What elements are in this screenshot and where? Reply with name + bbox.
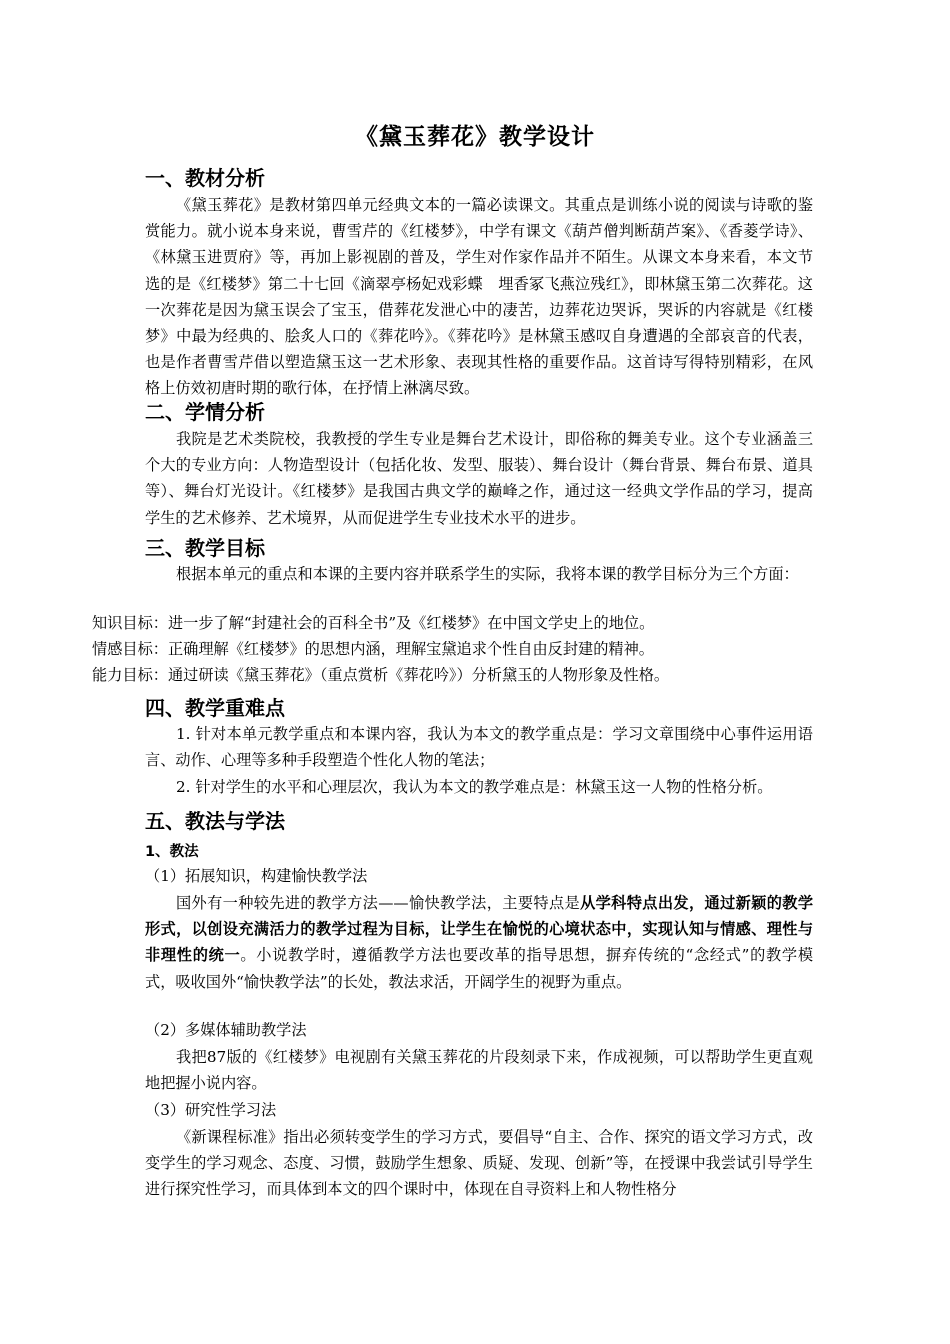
- method-3-title: （3）研究性学习法: [145, 1101, 277, 1119]
- paragraph-key-point: 1. 针对本单元教学重点和本课内容，我认为本文的教学重点是：学习文章围绕中心事件运用语言、动作、心理等多种手段塑造个性化人物的笔法；: [145, 725, 813, 770]
- paragraph-teaching-goals: 根据本单元的重点和本课的主要内容并联系学生的实际，我将本课的教学目标分为三个方面：: [176, 565, 799, 583]
- paragraph-student-analysis: 我院是艺术类院校，我教授的学生专业是舞台艺术设计，即俗称的舞美专业。这个专业涵盖三个大的专业方向：人物造型设计（包括化妆、发型、服装）、舞台设计（舞台背景、舞台布景、道具等）、舞台灯光设计。《红楼梦》是我国古典文学的巅峰之作，通过这一经典文学作品的学习，提高学生的艺术修养、艺术境界，从而促进学生专业技术水平的进步。: [145, 430, 813, 527]
- paragraph-difficult-point: 2. 针对学生的水平和心理层次，我认为本文的教学难点是：林黛玉这一人物的性格分析。: [176, 778, 773, 796]
- method-2-title: （2）多媒体辅助教学法: [145, 1021, 307, 1039]
- method-1-text-bold: 从学科特点出发，通过新颖的教学形式，以创设充满活力的教学过程为目标，让学生在愉悦的心境状态中，实现认知与情感、理性与非理性的统一: [145, 894, 814, 965]
- goal-emotion: 情感目标：正确理解《红楼梦》的思想内涵，理解宝黛追求个性自由反封建的精神。: [92, 640, 654, 658]
- goal-ability: 能力目标：通过研读《黛玉葬花》（重点赏析《葬花吟》）分析黛玉的人物形象及性格。: [92, 666, 670, 684]
- heading-teaching-goals: 三、教学目标: [145, 536, 265, 560]
- heading-key-difficult-points: 四、教学重难点: [145, 696, 285, 720]
- heading-student-analysis: 二、学情分析: [145, 400, 265, 424]
- heading-textbook-analysis: 一、教材分析: [145, 166, 265, 190]
- document-title: 《黛玉葬花》教学设计: [355, 124, 595, 150]
- goal-knowledge: 知识目标：进一步了解“封建社会的百科全书”及《红楼梦》在中国文学史上的地位。: [92, 614, 655, 632]
- method-1-text-b: 。小说教学时，遵循教学方法也要改革的指导思想，摒弃传统的“念经式”的教学模式，吸收国外“愉快教学法”的长处，教法求活，开阔学生的视野为重点。: [145, 946, 814, 991]
- method-1-text-a: 国外有一种较先进的教学方法——愉快教学法，主要特点是: [176, 894, 581, 912]
- method-1-paragraph: [145, 890, 813, 995]
- method-2-paragraph: 我把87版的《红楼梦》电视剧有关黛玉葬花的片段刻录下来，作成视频，可以帮助学生更直观地把握小说内容。: [145, 1048, 813, 1093]
- paragraph-textbook-analysis: 《黛玉葬花》是教材第四单元经典文本的一篇必读课文。其重点是训练小说的阅读与诗歌的鉴赏能力。就小说本身来说，曹雪芹的《红楼梦》，中学有课文《葫芦僧判断葫芦案》、《香菱学诗》、《林黛玉进贾府》等，再加上影视剧的普及，学生对作家作品并不陌生。从课文本身来看，本文节选的是《红楼梦》第二十七回《滴翠亭杨妃戏彩蝶 埋香冢飞燕泣残红》，即林黛玉第二次葬花。这一次葬花是因为黛玉误会了宝玉，借葬花发泄心中的凄苦，边葬花边哭诉，哭诉的内容就是《红楼梦》中最为经典的、脍炙人口的《葬花吟》。《葬花吟》是林黛玉感叹自身遭遇的全部哀音的代表，也是作者曹雪芹借以塑造黛玉这一艺术形象、表现其性格的重要作品。这首诗写得特别精彩，在风格上仿效初唐时期的歌行体，在抒情上淋漓尽致。: [145, 196, 813, 398]
- subheading-teaching-methods: 1、教法: [145, 844, 199, 860]
- heading-methods: 五、教法与学法: [145, 809, 285, 833]
- method-1-title: （1）拓展知识，构建愉快教学法: [145, 867, 368, 885]
- method-3-paragraph: 《新课程标准》指出必须转变学生的学习方式，要倡导“自主、合作、探究的语文学习方式，改变学生的学习观念、态度、习惯，鼓励学生想象、质疑、发现、创新”等，在授课中我尝试引导学生进行探究性学习，而具体到本文的四个课时中，体现在自寻资料上和人物性格分: [145, 1128, 813, 1199]
